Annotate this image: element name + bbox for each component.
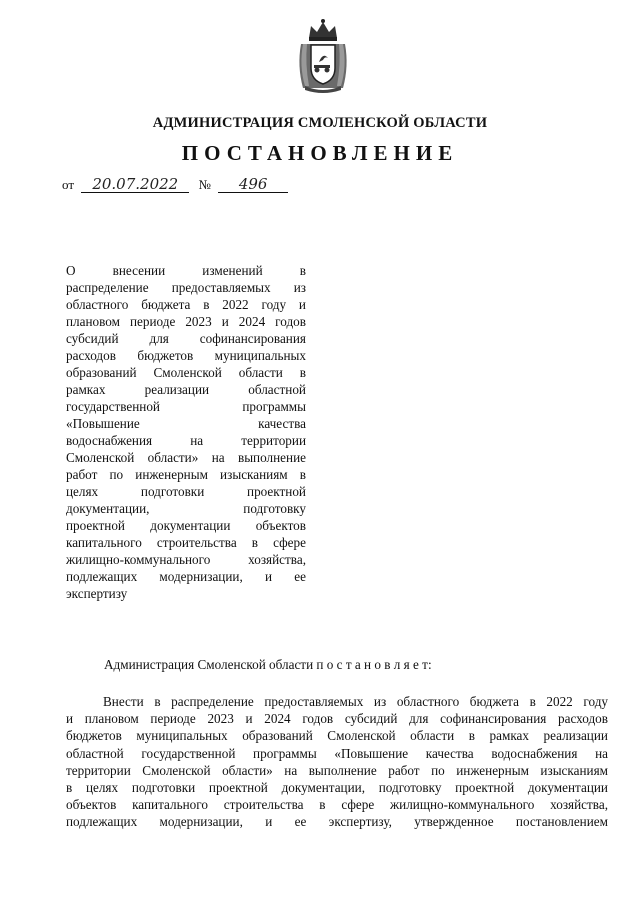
- body-line: бюджетов муниципальных образований Смоленской области в рамках реализации: [66, 728, 608, 744]
- subject-line: экспертизу: [66, 586, 128, 601]
- resolution-intro: Администрация Смоленской области п о с т а н о в л я е т:: [104, 657, 432, 672]
- subject-line: капитального строительства в сфере: [66, 535, 306, 550]
- body-line: и плановом периоде 2023 и 2024 годов субсидий для софинансирования расходов: [66, 711, 608, 727]
- body-line: территории Смоленской области» на выполнение работ по инженерным изысканиям: [66, 762, 608, 778]
- number-prefix: №: [198, 177, 211, 192]
- date-number-line: [62, 176, 288, 193]
- subject-line: областного бюджета в 2022 году и: [66, 297, 306, 312]
- subject-line: работ по инженерным изысканиям в: [66, 467, 306, 482]
- subject-line: целях подготовки проектной: [66, 484, 306, 499]
- subject-line: подлежащих модернизации, и ее: [66, 569, 306, 584]
- date-prefix: от: [62, 177, 75, 192]
- subject-line: расходов бюджетов муниципальных: [66, 348, 306, 363]
- subject-line: проектной документации объектов: [66, 518, 306, 533]
- organization-title: АДМИНИСТРАЦИЯ СМОЛЕНСКОЙ ОБЛАСТИ: [152, 115, 488, 131]
- subject-line: образований Смоленской области в: [66, 365, 306, 380]
- document-type-title: ПОСТАНОВЛЕНИЕ: [181, 141, 459, 165]
- subject-line: О внесении изменений в: [66, 263, 306, 278]
- subject-line: жилищно-коммунального хозяйства,: [66, 552, 306, 567]
- body-line: Внести в распределение предоставляемых из областного бюджета в 2022 году: [103, 694, 608, 709]
- handwritten-date: 20.07.2022: [81, 176, 189, 193]
- subject-line: документации, подготовку: [66, 501, 306, 516]
- handwritten-number: 496: [218, 176, 288, 193]
- resolution-body: [66, 693, 608, 831]
- subject-line: государственной программы: [66, 399, 306, 414]
- subject-line: «Повышение качества: [66, 416, 306, 431]
- body-line: подлежащих модернизации, и ее экспертизу, утвержденное постановлением: [66, 814, 608, 830]
- coat-of-arms-icon: [295, 18, 351, 94]
- subject-line: рамках реализации областной: [66, 382, 306, 397]
- body-line: в целях подготовки проектной документации, подготовку проектной документации: [66, 780, 608, 796]
- subject-line: субсидий для софинансирования: [66, 331, 306, 346]
- body-line: областной государственной программы «Повышение качества водоснабжения на: [66, 745, 608, 761]
- subject-line: плановом периоде 2023 и 2024 годов: [66, 314, 306, 329]
- subject-block: [66, 262, 306, 602]
- subject-line: Смоленской области» на выполнение: [66, 450, 306, 465]
- subject-line: распределение предоставляемых из: [66, 280, 306, 295]
- body-line: объектов капитального строительства в сфере жилищно-коммунального хозяйства,: [66, 797, 608, 813]
- subject-line: водоснабжения на территории: [66, 433, 306, 448]
